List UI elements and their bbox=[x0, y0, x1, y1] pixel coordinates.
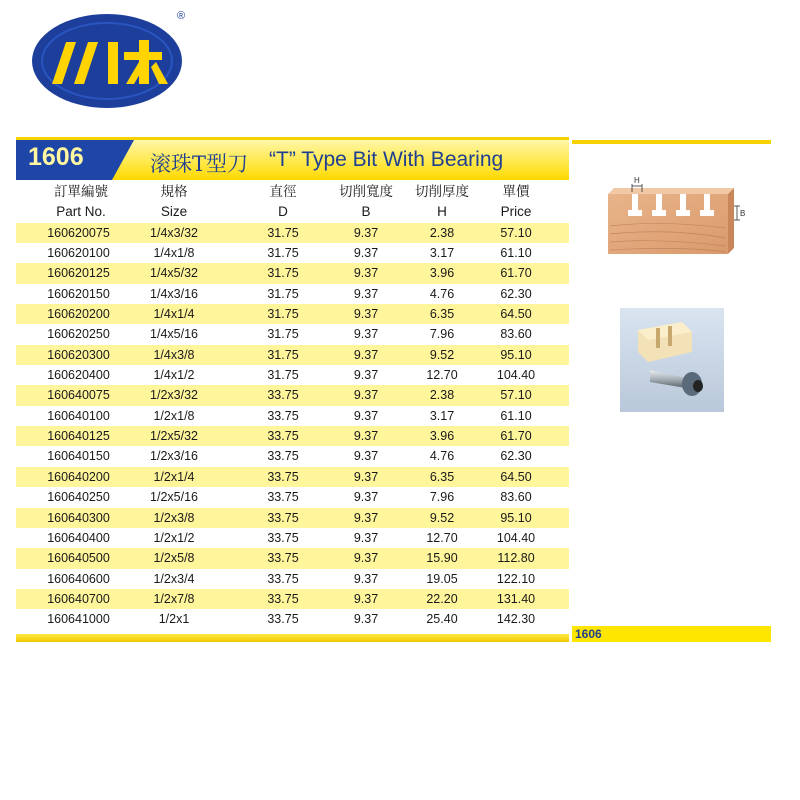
col-header-size-cn: 規格 bbox=[160, 184, 188, 199]
cell-d: 33.75 bbox=[267, 429, 299, 444]
cell-d: 31.75 bbox=[267, 246, 299, 261]
col-header-h-cn: 切削厚度 bbox=[415, 184, 469, 199]
cell-h: 9.52 bbox=[429, 510, 455, 525]
cell-h: 25.40 bbox=[426, 612, 458, 627]
diagram-label-h: H bbox=[634, 176, 640, 185]
cell-b: 9.37 bbox=[353, 408, 379, 423]
header-row-english bbox=[16, 202, 569, 222]
cell-part: 160620075 bbox=[47, 225, 110, 240]
cell-d: 33.75 bbox=[267, 510, 299, 525]
table-row bbox=[16, 569, 569, 589]
cell-part: 160620100 bbox=[47, 246, 110, 261]
table-row bbox=[16, 385, 569, 405]
side-panel-top-rule bbox=[572, 140, 771, 144]
cell-d: 33.75 bbox=[267, 449, 299, 464]
brand-logo bbox=[30, 12, 185, 110]
table-row bbox=[16, 406, 569, 426]
cell-h: 22.20 bbox=[426, 591, 458, 606]
cell-b: 9.37 bbox=[353, 327, 379, 342]
cell-size: 1/2x3/16 bbox=[150, 449, 198, 464]
cell-part: 160640300 bbox=[47, 510, 110, 525]
cell-size: 1/4x5/32 bbox=[150, 266, 198, 281]
cell-d: 31.75 bbox=[267, 347, 299, 362]
registered-mark: ® bbox=[177, 10, 186, 22]
table-row bbox=[16, 426, 569, 446]
cell-part: 160640200 bbox=[47, 469, 110, 484]
cell-h: 7.96 bbox=[429, 327, 455, 342]
cell-price: 83.60 bbox=[500, 327, 532, 342]
table-row bbox=[16, 223, 569, 243]
side-panel-code: 1606 bbox=[575, 627, 602, 641]
cell-h: 2.38 bbox=[429, 225, 455, 240]
cell-price: 95.10 bbox=[500, 347, 532, 362]
cell-price: 57.10 bbox=[500, 388, 532, 403]
cell-size: 1/4x1/4 bbox=[153, 307, 195, 322]
cell-size: 1/2x1 bbox=[158, 612, 190, 627]
table-row bbox=[16, 609, 569, 629]
cell-price: 104.40 bbox=[496, 530, 536, 545]
cell-h: 3.96 bbox=[429, 266, 455, 281]
cell-d: 31.75 bbox=[267, 286, 299, 301]
title-chinese: 滚珠T型刀 bbox=[150, 152, 249, 176]
cell-b: 9.37 bbox=[353, 469, 379, 484]
col-header-b: B bbox=[361, 204, 371, 220]
cell-price: 104.40 bbox=[496, 368, 536, 383]
cell-d: 33.75 bbox=[267, 408, 299, 423]
cell-part: 160640100 bbox=[47, 408, 110, 423]
cell-part: 160640125 bbox=[47, 429, 110, 444]
cell-price: 64.50 bbox=[500, 307, 532, 322]
cell-b: 9.37 bbox=[353, 368, 379, 383]
cell-price: 61.70 bbox=[500, 266, 532, 281]
table-row bbox=[16, 487, 569, 507]
cell-part: 160620125 bbox=[47, 266, 110, 281]
cell-d: 33.75 bbox=[267, 388, 299, 403]
col-header-part-cn: 訂單編號 bbox=[54, 184, 108, 199]
cell-h: 2.38 bbox=[429, 388, 455, 403]
cell-price: 57.10 bbox=[500, 225, 532, 240]
header-row-chinese bbox=[16, 182, 569, 202]
cell-h: 6.35 bbox=[429, 469, 455, 484]
cell-price: 61.10 bbox=[500, 408, 532, 423]
cell-h: 9.52 bbox=[429, 347, 455, 362]
cell-b: 9.37 bbox=[353, 246, 379, 261]
cell-size: 1/2x5/16 bbox=[150, 490, 198, 505]
cell-price: 61.70 bbox=[500, 429, 532, 444]
cell-d: 31.75 bbox=[267, 368, 299, 383]
table-row bbox=[16, 467, 569, 487]
cell-size: 1/2x1/4 bbox=[153, 469, 195, 484]
cell-d: 33.75 bbox=[267, 571, 299, 586]
cell-price: 122.10 bbox=[496, 571, 536, 586]
col-header-size: Size bbox=[160, 204, 188, 220]
cell-size: 1/2x5/32 bbox=[150, 429, 198, 444]
cell-h: 12.70 bbox=[426, 368, 458, 383]
cell-b: 9.37 bbox=[353, 612, 379, 627]
cell-d: 33.75 bbox=[267, 612, 299, 627]
title-english: “T” Type Bit With Bearing bbox=[269, 148, 504, 171]
cell-price: 142.30 bbox=[496, 612, 536, 627]
table-row bbox=[16, 508, 569, 528]
cell-h: 4.76 bbox=[429, 286, 455, 301]
cell-part: 160640400 bbox=[47, 530, 110, 545]
cell-price: 95.10 bbox=[500, 510, 532, 525]
cell-h: 7.96 bbox=[429, 490, 455, 505]
cell-h: 15.90 bbox=[426, 551, 458, 566]
cell-part: 160640600 bbox=[47, 571, 110, 586]
cell-b: 9.37 bbox=[353, 449, 379, 464]
col-header-price-cn: 單價 bbox=[502, 184, 530, 199]
cell-price: 61.10 bbox=[500, 246, 532, 261]
cell-part: 160640075 bbox=[47, 388, 110, 403]
table-bottom-rule bbox=[16, 634, 569, 642]
cell-size: 1/4x3/8 bbox=[153, 347, 195, 362]
table-row bbox=[16, 284, 569, 304]
cell-h: 3.17 bbox=[429, 246, 455, 261]
table-row bbox=[16, 345, 569, 365]
table-row bbox=[16, 548, 569, 568]
cell-part: 160640150 bbox=[47, 449, 110, 464]
cell-part: 160620150 bbox=[47, 286, 110, 301]
cell-h: 3.17 bbox=[429, 408, 455, 423]
cell-size: 1/4x5/16 bbox=[150, 327, 198, 342]
cell-d: 33.75 bbox=[267, 551, 299, 566]
cell-price: 131.40 bbox=[496, 591, 536, 606]
cell-h: 3.96 bbox=[429, 429, 455, 444]
col-header-price: Price bbox=[500, 204, 532, 220]
cell-b: 9.37 bbox=[353, 571, 379, 586]
cell-price: 62.30 bbox=[500, 286, 532, 301]
cell-part: 160640700 bbox=[47, 591, 110, 606]
cell-d: 31.75 bbox=[267, 225, 299, 240]
product-code: 1606 bbox=[28, 143, 84, 171]
cell-b: 9.37 bbox=[353, 347, 379, 362]
cell-price: 83.60 bbox=[500, 490, 532, 505]
cell-b: 9.37 bbox=[353, 266, 379, 281]
col-header-d-cn: 直徑 bbox=[269, 184, 297, 199]
table-row bbox=[16, 263, 569, 283]
table-row bbox=[16, 304, 569, 324]
cell-b: 9.37 bbox=[353, 225, 379, 240]
cell-part: 160640250 bbox=[47, 490, 110, 505]
cell-size: 1/4x1/8 bbox=[153, 246, 195, 261]
cell-part: 160620200 bbox=[47, 307, 110, 322]
cell-size: 1/2x5/8 bbox=[153, 551, 195, 566]
cell-part: 160640500 bbox=[47, 551, 110, 566]
table-row bbox=[16, 528, 569, 548]
cell-d: 31.75 bbox=[267, 266, 299, 281]
cell-b: 9.37 bbox=[353, 591, 379, 606]
cell-size: 1/4x3/32 bbox=[150, 225, 198, 240]
cell-b: 9.37 bbox=[353, 307, 379, 322]
table-row bbox=[16, 365, 569, 385]
cell-h: 19.05 bbox=[426, 571, 458, 586]
cell-d: 33.75 bbox=[267, 530, 299, 545]
cell-price: 62.30 bbox=[500, 449, 532, 464]
cell-part: 160620400 bbox=[47, 368, 110, 383]
cell-size: 1/2x1/8 bbox=[153, 408, 195, 423]
cell-size: 1/2x3/32 bbox=[150, 388, 198, 403]
cell-b: 9.37 bbox=[353, 388, 379, 403]
cell-h: 4.76 bbox=[429, 449, 455, 464]
cell-h: 6.35 bbox=[429, 307, 455, 322]
table-row bbox=[16, 589, 569, 609]
cell-size: 1/2x3/4 bbox=[153, 571, 195, 586]
col-header-h: H bbox=[437, 204, 447, 220]
table-row bbox=[16, 243, 569, 263]
col-header-d: D bbox=[278, 204, 288, 220]
cell-b: 9.37 bbox=[353, 510, 379, 525]
col-header-part: Part No. bbox=[56, 204, 106, 220]
cell-d: 33.75 bbox=[267, 469, 299, 484]
diagram-label-b: B bbox=[740, 209, 746, 218]
cell-price: 64.50 bbox=[500, 469, 532, 484]
cell-b: 9.37 bbox=[353, 551, 379, 566]
cell-size: 1/2x7/8 bbox=[153, 591, 195, 606]
cell-d: 33.75 bbox=[267, 490, 299, 505]
table-row bbox=[16, 446, 569, 466]
cell-b: 9.37 bbox=[353, 286, 379, 301]
table-row bbox=[16, 324, 569, 344]
cell-d: 33.75 bbox=[267, 591, 299, 606]
cell-part: 160641000 bbox=[47, 612, 110, 627]
cell-b: 9.37 bbox=[353, 429, 379, 444]
cell-size: 1/4x3/16 bbox=[150, 286, 198, 301]
cell-size: 1/2x3/8 bbox=[153, 510, 195, 525]
cell-price: 112.80 bbox=[497, 551, 535, 566]
cell-h: 12.70 bbox=[426, 530, 458, 545]
product-photo bbox=[620, 308, 724, 412]
cell-b: 9.37 bbox=[353, 490, 379, 505]
cell-d: 31.75 bbox=[267, 307, 299, 322]
cell-size: 1/2x1/2 bbox=[153, 530, 195, 545]
product-header bbox=[16, 140, 569, 180]
col-header-b-cn: 切削寬度 bbox=[339, 184, 393, 199]
cell-part: 160620300 bbox=[47, 347, 110, 362]
cell-size: 1/4x1/2 bbox=[153, 368, 195, 383]
dimension-diagram bbox=[600, 176, 750, 258]
cell-part: 160620250 bbox=[47, 327, 110, 342]
cell-d: 31.75 bbox=[267, 327, 299, 342]
price-table bbox=[16, 182, 569, 630]
cell-b: 9.37 bbox=[353, 530, 379, 545]
